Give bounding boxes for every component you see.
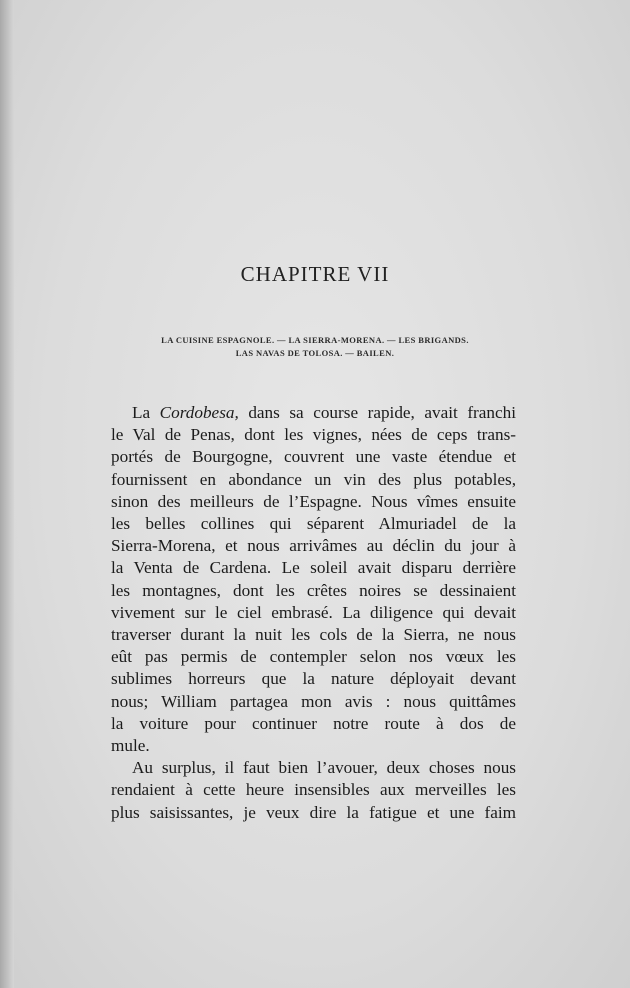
- chapter-summary-line: LA CUISINE ESPAGNOLE. — LA SIERRA-MORENA. — LES BRIGANDS.: [161, 335, 469, 345]
- text-line: les montagnes, dont les crêtes noires se dessinaient: [111, 580, 516, 600]
- chapter-title: CHAPITRE VII: [240, 262, 390, 286]
- text-line: plus saisissantes, je veux dire la fatigue et une faim: [111, 802, 516, 822]
- text-line: rendaient à cette heure insensibles aux merveilles les: [111, 780, 516, 800]
- text-line: [111, 402, 516, 424]
- italic-title: Cordobesa,: [159, 403, 239, 422]
- text-line: fournissent en abondance un vin des plus potables,: [111, 469, 516, 489]
- text-line: nous; William partagea mon avis : nous quittâmes: [111, 691, 516, 711]
- text-line: la voiture pour continuer notre route à dos de: [111, 713, 516, 733]
- text-line: Au surplus, il faut bien l’avouer, deux choses nous: [132, 758, 516, 778]
- text-line: traverser durant la nuit les cols de la Sierra, ne nous: [111, 625, 516, 645]
- text-fragment: La: [132, 403, 160, 422]
- page-edge-shadow: [0, 0, 14, 988]
- text-line: eût pas permis de contempler selon nos vœux les: [111, 647, 516, 667]
- body-text: [111, 402, 516, 824]
- text-line: sublimes horreurs que la nature déployait devant: [111, 669, 516, 689]
- text-fragment: dans sa course rapide, avait franchi: [238, 403, 516, 422]
- text-line: mule.: [111, 736, 150, 756]
- text-line: portés de Bourgogne, couvrent une vaste étendue et: [111, 447, 516, 467]
- text-line: sinon des meilleurs de l’Espagne. Nous vîmes ensuite: [111, 491, 516, 511]
- chapter-summary-line: LAS NAVAS DE TOLOSA. — BAILEN.: [235, 348, 395, 358]
- text-line: Sierra-Morena, et nous arrivâmes au déclin du jour à: [111, 536, 516, 556]
- text-line: le Val de Penas, dont les vignes, nées de ceps trans-: [111, 425, 516, 445]
- text-line: vivement sur le ciel embrasé. La diligence qui devait: [111, 602, 516, 622]
- text-line: les belles collines qui séparent Almuriadel de la: [111, 514, 516, 534]
- text-line: la Venta de Cardena. Le soleil avait disparu derrière: [111, 558, 516, 578]
